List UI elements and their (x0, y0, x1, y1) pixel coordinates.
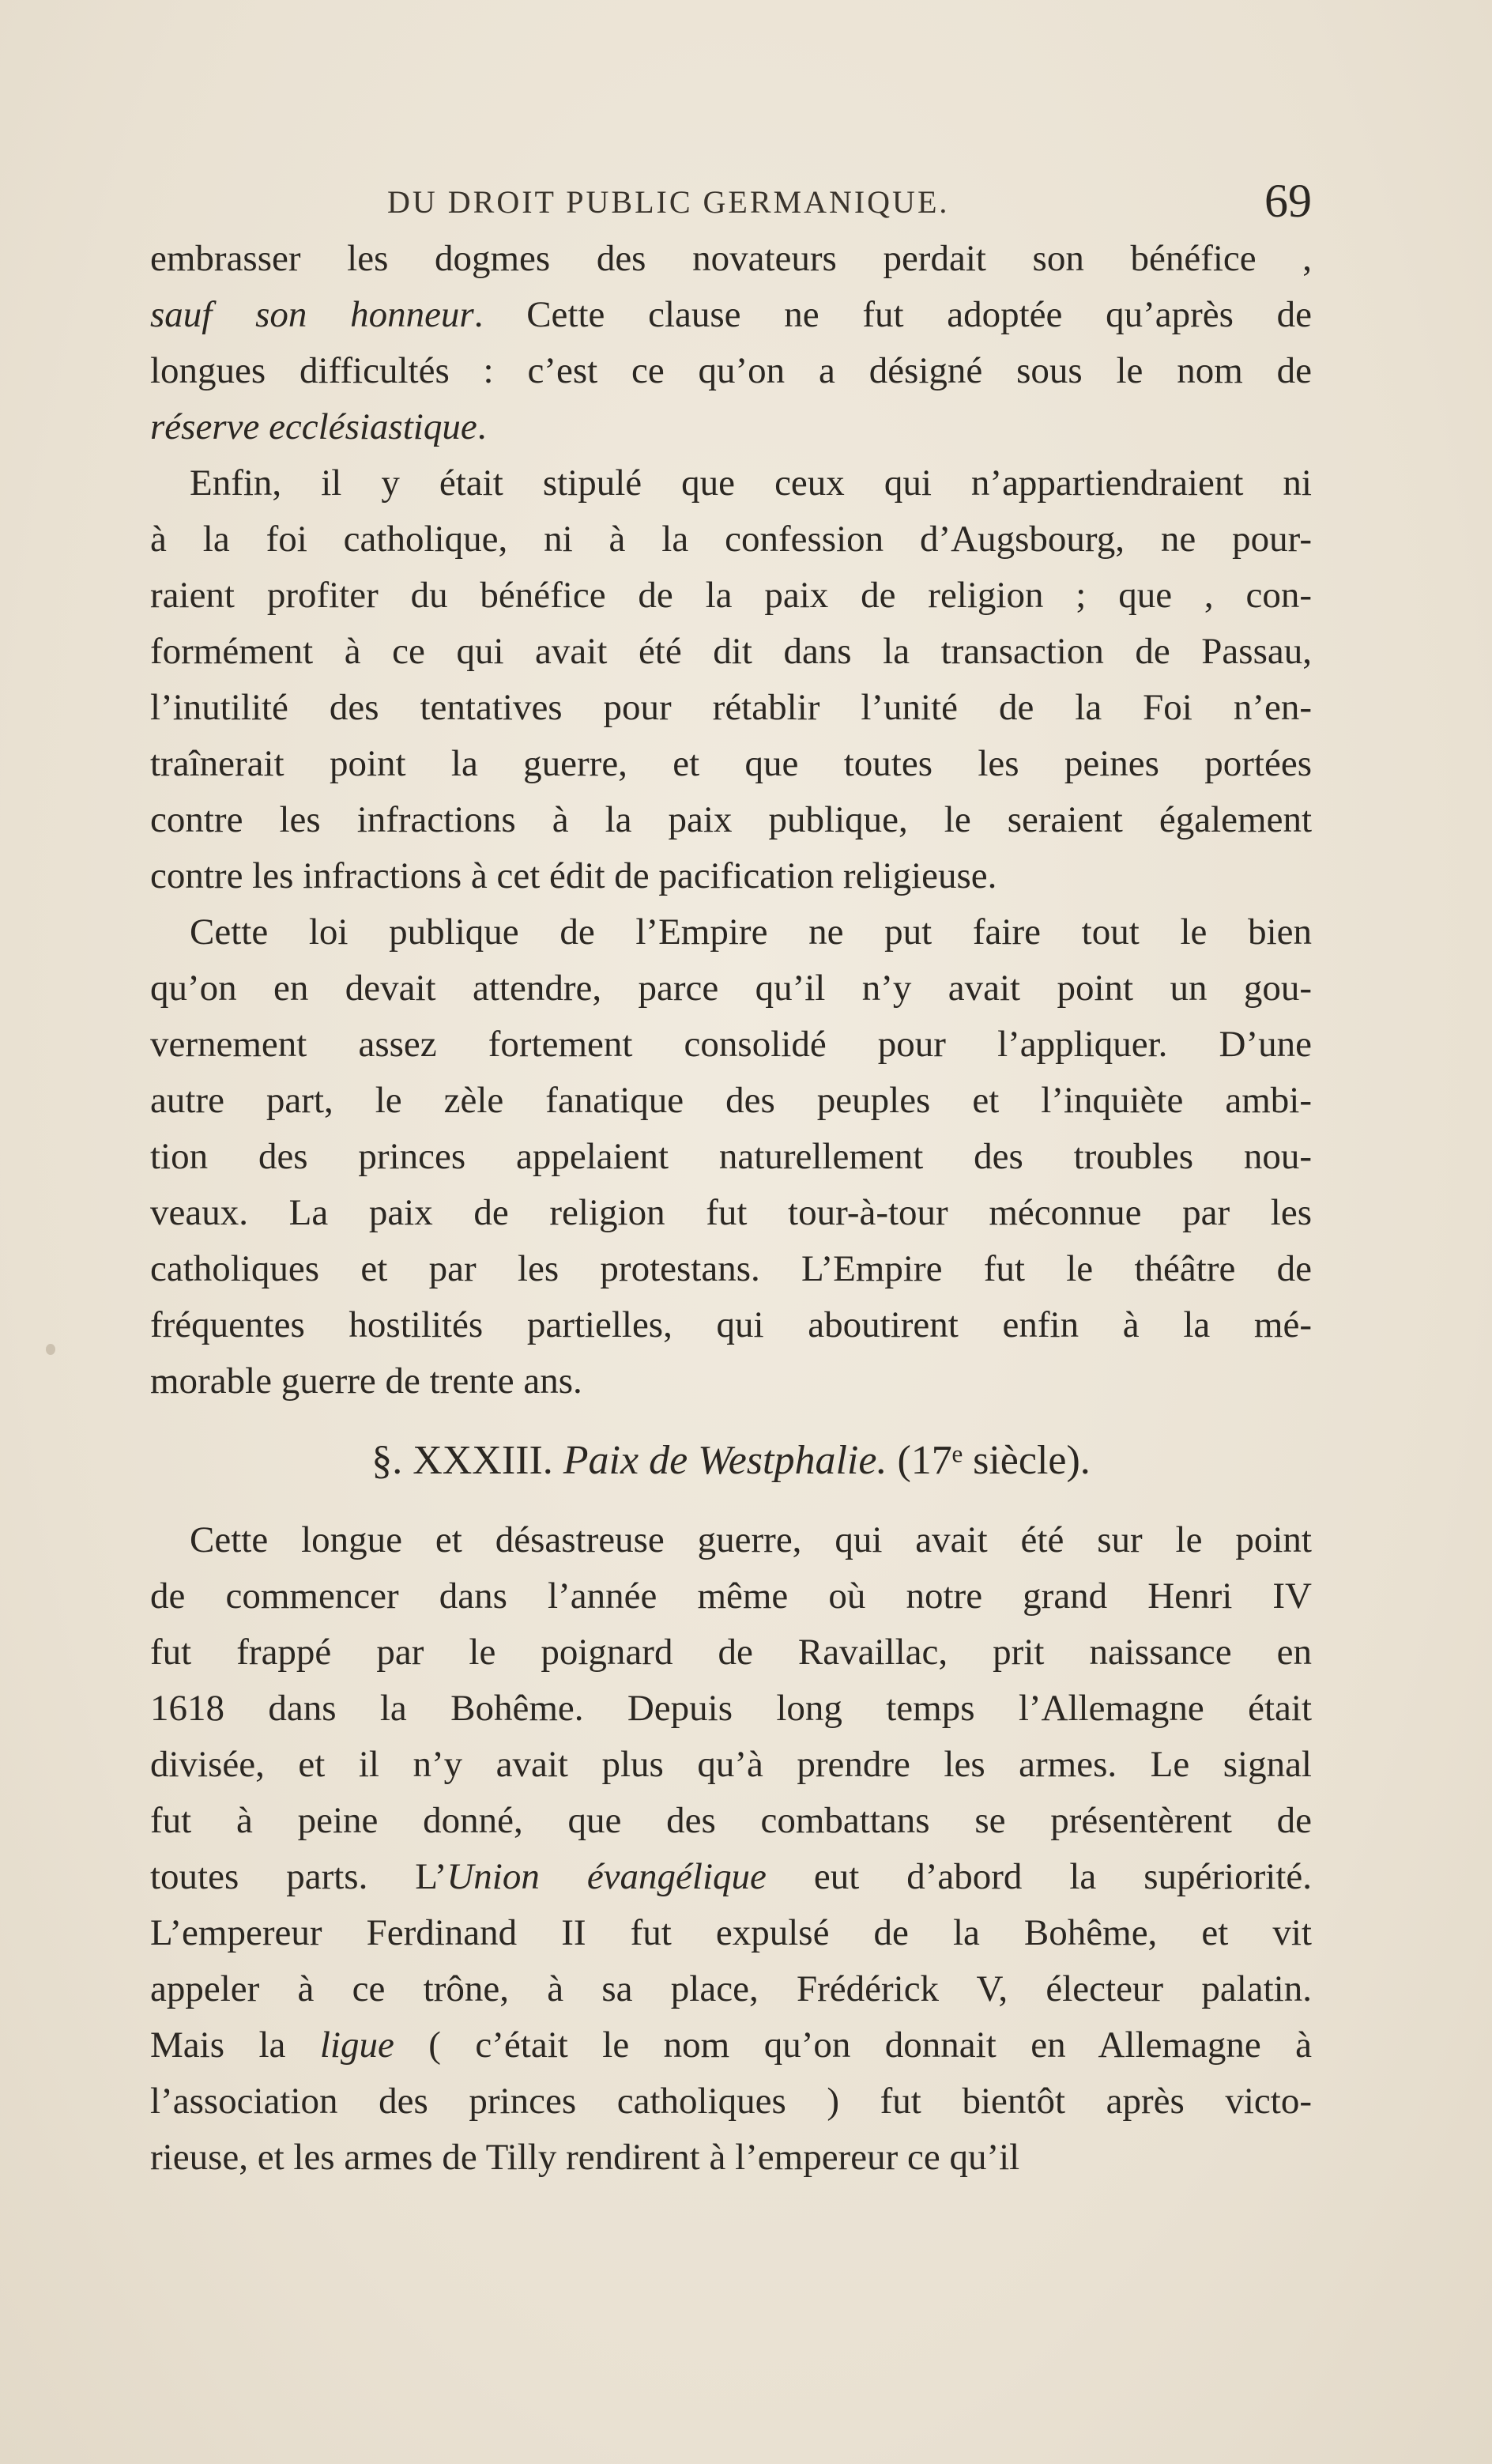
text-run: Mais la (150, 2024, 320, 2066)
text-run: contre les infractions à cet édit de pacification religieuse. (150, 855, 997, 896)
text-line (150, 1568, 1312, 1624)
text-run: ( c’était le nom qu’on donnait en Allemagne à (394, 2024, 1312, 2066)
text-line (150, 1129, 1312, 1185)
text-line (150, 511, 1312, 568)
text-run: vernement assez fortement consolidé pour l’appliquer. D’une (150, 1024, 1312, 1065)
section-number: §. XXXIII. (371, 1438, 553, 1483)
text-line (150, 455, 1312, 511)
text-line (150, 848, 1312, 904)
text-run: 1618 dans la Bohême. Depuis long temps l’Allemagne était (150, 1688, 1312, 1729)
paragraphs-before-heading (150, 231, 1312, 1409)
text-run: Cette loi publique de l’Empire ne put faire tout le bien (190, 911, 1312, 953)
text-run: contre les infractions à la paix publique, le seraient également (150, 799, 1312, 840)
section-heading (150, 1413, 1312, 1508)
text-line (150, 1905, 1312, 1961)
text-run: . (477, 406, 487, 447)
text-run: tion des princes appelaient naturellement des troubles nou- (150, 1136, 1312, 1177)
text-line (150, 1624, 1312, 1681)
italic-text: sauf son honneur (150, 294, 474, 335)
text-line (150, 624, 1312, 680)
text-block (150, 231, 1312, 2186)
text-run: fréquentes hostilités partielles, qui aboutirent enfin à la mé- (150, 1304, 1312, 1345)
page-number: 69 (1264, 175, 1312, 227)
text-line (150, 736, 1312, 792)
text-line (150, 1961, 1312, 2017)
text-line (150, 1793, 1312, 1849)
italic-text: réserve ecclésiastique (150, 406, 477, 447)
text-line (150, 2130, 1312, 2186)
text-run: appeler à ce trône, à sa place, Frédérick V, électeur palatin. (150, 1968, 1312, 2009)
text-line (150, 2017, 1312, 2073)
text-run: fut à peine donné, que des combattans se présentèrent de (150, 1800, 1312, 1841)
text-line (150, 2073, 1312, 2130)
text-run: longues difficultés : c’est ce qu’on a désigné sous le nom de (150, 350, 1312, 391)
running-head (150, 175, 1312, 231)
section-title: Paix de Westphalie. (563, 1438, 887, 1483)
text-run: divisée, et il n’y avait plus qu’à prendre les armes. Le signal (150, 1744, 1312, 1785)
text-run: formément à ce qui avait été dit dans la transaction de Passau, (150, 631, 1312, 672)
text-run: morable guerre de trente ans. (150, 1360, 582, 1402)
text-line (150, 568, 1312, 624)
text-line (150, 680, 1312, 736)
text-line (150, 1241, 1312, 1297)
text-line (150, 343, 1312, 399)
text-line (150, 1512, 1312, 1568)
paragraph (150, 231, 1312, 455)
text-run: autre part, le zèle fanatique des peuples et l’inquiète ambi- (150, 1080, 1312, 1121)
text-line (150, 1849, 1312, 1905)
section-date: (17ᵉ siècle). (897, 1438, 1091, 1483)
text-line (150, 1353, 1312, 1409)
text-line (150, 1185, 1312, 1241)
text-run: veaux. La paix de religion fut tour-à-tour méconnue par les (150, 1192, 1312, 1233)
text-line (150, 960, 1312, 1017)
text-line (150, 1681, 1312, 1737)
text-line (150, 1073, 1312, 1129)
text-run: qu’on en devait attendre, parce qu’il n’y avait point un gou- (150, 968, 1312, 1009)
paragraph (150, 1512, 1312, 2186)
text-line (150, 287, 1312, 343)
text-run: Enfin, il y était stipulé que ceux qui n’appartiendraient ni (190, 462, 1312, 504)
text-run: traînerait point la guerre, et que toutes les peines portées (150, 743, 1312, 784)
text-run: Cette longue et désastreuse guerre, qui avait été sur le point (190, 1519, 1312, 1560)
text-line (150, 792, 1312, 848)
text-run: fut frappé par le poignard de Ravaillac, prit naissance en (150, 1632, 1312, 1673)
italic-text: ligue (319, 2024, 394, 2066)
text-run: de commencer dans l’année même où notre grand Henri IV (150, 1575, 1312, 1617)
text-line (150, 1737, 1312, 1793)
text-run: raient profiter du bénéfice de la paix de religion ; que , con- (150, 575, 1312, 616)
text-run: l’association des princes catholiques ) fut bientôt après victo- (150, 2081, 1312, 2122)
italic-text: Union évangélique (446, 1856, 767, 1897)
text-line (150, 1297, 1312, 1353)
paragraphs-after-heading (150, 1512, 1312, 2186)
text-line (150, 904, 1312, 960)
text-line (150, 399, 1312, 455)
text-run: l’inutilité des tentatives pour rétablir l’unité de la Foi n’en- (150, 687, 1312, 728)
text-run: toutes parts. L’ (150, 1856, 447, 1897)
paragraph (150, 455, 1312, 904)
text-run: L’empereur Ferdinand II fut expulsé de la Bohême, et vit (150, 1912, 1312, 1953)
text-run: rieuse, et les armes de Tilly rendirent à l’empereur ce qu’il (150, 2137, 1020, 2178)
text-run: catholiques et par les protestans. L’Empire fut le théâtre de (150, 1248, 1312, 1289)
text-line (150, 231, 1312, 287)
paragraph (150, 904, 1312, 1409)
text-run: à la foi catholique, ni à la confession d’Augsbourg, ne pour- (150, 519, 1312, 560)
text-line (150, 1017, 1312, 1073)
text-run: embrasser les dogmes des novateurs perdait son bénéfice , (150, 238, 1312, 279)
text-run: . Cette clause ne fut adoptée qu’après de (473, 294, 1312, 335)
text-run: eut d’abord la supériorité. (766, 1856, 1312, 1897)
running-title: DU DROIT PUBLIC GERMANIQUE. (387, 184, 950, 220)
foxing-spot (46, 1344, 55, 1355)
